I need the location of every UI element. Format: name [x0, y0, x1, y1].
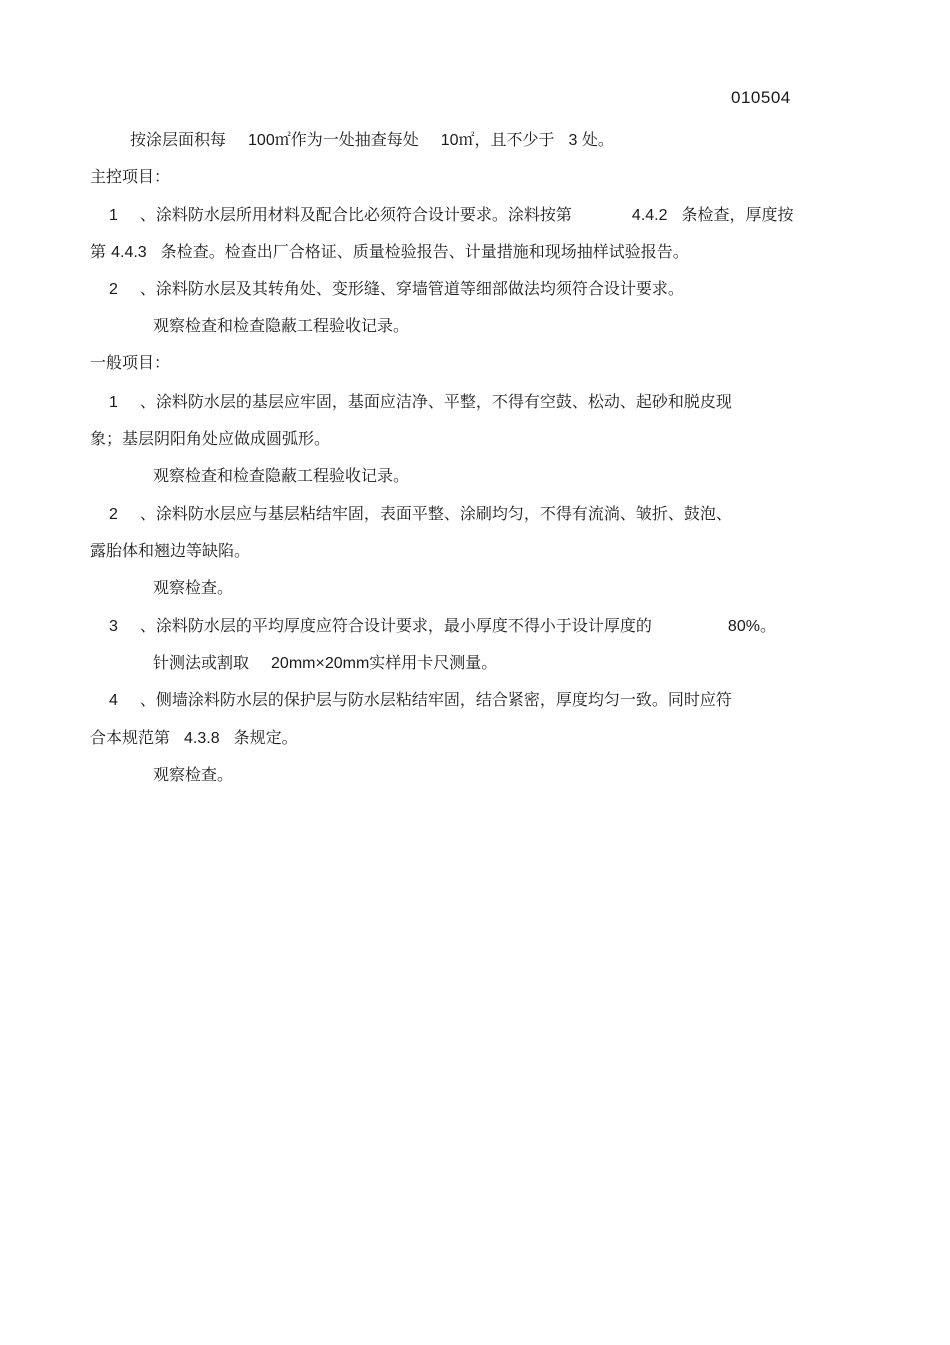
main-item-2-line [109, 279, 684, 299]
general-item-1-check: 观察检查和检查隐蔽工程验收记录。 [153, 466, 410, 485]
main-item-1-text: 、涂料防水层所用材料及配合比必须符合设计要求。涂料按第 [139, 205, 572, 224]
main-item-2-text: 、涂料防水层及其转角处、变形缝、穿墙管道等细部做法均须符合设计要求。 [139, 279, 684, 298]
general-item-3-text: 、涂料防水层的平均厚度应符合设计要求，最小厚度不得小于设计厚度的 [139, 616, 652, 635]
general-item-3-check-a: 针测法或割取 [153, 653, 250, 672]
main-item-1-clause: 4.4.2 [631, 207, 668, 224]
general-item-2-number: 2 [109, 506, 118, 523]
general-item-4-cont-c: 条规定。 [233, 728, 298, 747]
general-item-3-line [109, 616, 776, 636]
main-item-1-number: 1 [109, 207, 118, 224]
general-item-1-line-1 [109, 392, 732, 412]
main-item-1-text-end: 条检查，厚度按 [681, 205, 794, 224]
general-item-2-line-1 [109, 504, 732, 524]
general-heading: 一般项目： [90, 353, 171, 372]
general-item-4-clause: 4.3.8 [184, 730, 220, 747]
sampling-rule-text-d: 3 处。 [568, 132, 614, 149]
general-item-2-check: 观察检查。 [153, 578, 234, 597]
document-code: 010504 [731, 88, 791, 107]
general-item-3-check-b: 20mm×20mm实样用卡尺测量。 [271, 655, 498, 672]
sampling-rule-text-b: 100㎡作为一处抽查每处 [248, 132, 419, 149]
main-item-2-check: 观察检查和检查隐蔽工程验收记录。 [153, 316, 410, 335]
general-item-1-number: 1 [109, 394, 118, 411]
sampling-rule-text-c: 10㎡，且不少于 [440, 132, 555, 149]
general-item-2-line-2: 露胎体和翘边等缺陷。 [90, 541, 251, 560]
sampling-rule-line [130, 130, 614, 150]
main-item-2-number: 2 [109, 281, 118, 298]
general-item-3-check [153, 653, 497, 673]
general-item-4-line-1 [109, 690, 732, 710]
main-item-1-cont-a: 第 [90, 242, 107, 261]
general-item-4-number: 4 [109, 692, 118, 709]
main-item-1-line-1 [109, 205, 794, 225]
general-item-2-text: 、涂料防水层应与基层粘结牢固，表面平整、涂刷均匀，不得有流淌、皱折、鼓泡、 [139, 504, 732, 523]
main-item-1-cont-text: 条检查。检查出厂合格证、质量检验报告、计量措施和现场抽样试验报告。 [160, 242, 689, 261]
general-item-3-percent: 80%。 [727, 618, 776, 635]
general-item-4-check: 观察检查。 [153, 765, 234, 784]
main-item-1-line-2 [90, 242, 689, 262]
main-item-1-cont-clause: 4.4.3 [111, 244, 147, 261]
general-item-1-line-2: 象；基层阴阳角处应做成圆弧形。 [90, 429, 331, 448]
general-item-4-cont-a: 合本规范第 [90, 728, 171, 747]
general-item-1-text: 、涂料防水层的基层应牢固，基面应洁净、平整，不得有空鼓、松动、起砂和脱皮现 [139, 392, 732, 411]
general-item-3-number: 3 [109, 618, 118, 635]
sampling-rule-text-a: 按涂层面积每 [130, 130, 227, 149]
general-item-4-line-2 [90, 728, 298, 748]
general-item-4-text: 、侧墙涂料防水层的保护层与防水层粘结牢固，结合紧密，厚度均匀一致。同时应符 [139, 690, 732, 709]
main-control-heading: 主控项目： [90, 167, 171, 186]
